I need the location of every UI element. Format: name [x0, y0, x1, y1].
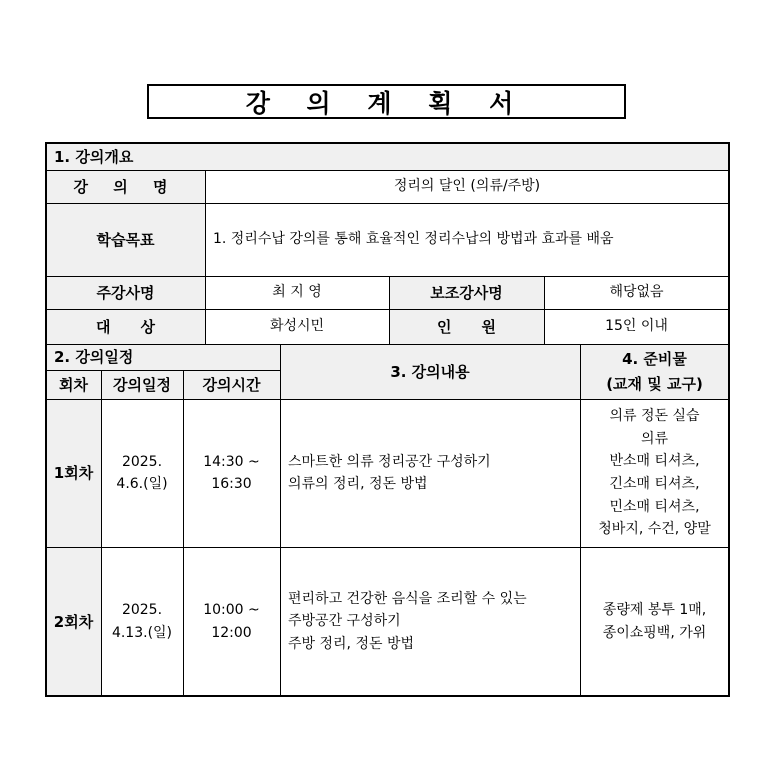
session-2-content-line1: 편리하고 건강한 음식을 조리할 수 있는 — [288, 590, 527, 607]
table-border-top — [46, 142, 729, 144]
session-2-date-day: 4.13.(일) — [111, 624, 173, 641]
schedule-section-label: 2. 강의일정 — [54, 348, 134, 366]
session-1-material-item: 반소매 티셔츠, — [609, 453, 700, 470]
session-1-time-end: 16:30 — [211, 476, 252, 492]
overview-section-label: 1. 강의개요 — [54, 147, 134, 166]
session-1-date-day: 4.6.(일) — [116, 476, 168, 492]
table-rule — [580, 344, 581, 696]
table-rule — [280, 344, 281, 696]
table-border-bottom — [46, 695, 730, 697]
objective-value: 1. 정리수납 강의를 통해 효율적인 정리수납의 방법과 효과를 배움 — [213, 231, 614, 248]
session-2-content — [280, 547, 580, 696]
main-instructor-value: 최 지 영 — [272, 284, 322, 301]
session-1-materials — [580, 399, 729, 547]
table-rule — [46, 170, 729, 171]
session-1-material-item: 의류 정돈 실습 — [609, 407, 700, 424]
session-1-time-start: 14:30 ~ — [203, 453, 260, 470]
table-rule — [183, 370, 184, 696]
session-2-date — [101, 547, 183, 696]
course-name-value: 정리의 달인 (의류/주방) — [393, 178, 541, 195]
table-rule — [389, 276, 390, 344]
session-1-material-item: 청바지, 수건, 양말 — [598, 521, 711, 538]
table-rule — [46, 399, 729, 400]
date-column-header: 강의일정 — [113, 375, 171, 394]
course-name-label: 강 의 명 — [73, 177, 178, 196]
document-title: 강 의 계 획 서 — [147, 84, 626, 119]
table-border-left — [45, 142, 47, 697]
assistant-instructor-label: 보조강사명 — [430, 283, 503, 302]
materials-label-line2: (교재 및 교구) — [606, 374, 703, 393]
materials-section-label — [580, 344, 729, 399]
session-1-content-line1: 스마트한 의류 정리공간 구성하기 — [288, 453, 491, 470]
session-1-material-item: 긴소매 티셔츠, — [609, 476, 700, 492]
session-1-content — [280, 399, 580, 547]
session-1-time — [183, 399, 280, 547]
session-column-header: 회차 — [59, 375, 88, 394]
time-column-header: 강의시간 — [202, 375, 261, 394]
session-1-date — [101, 399, 183, 547]
content-section-label: 3. 강의내용 — [390, 362, 470, 381]
session-2-time-start: 10:00 ~ — [203, 602, 260, 619]
table-rule — [46, 344, 729, 345]
headcount-value: 15인 이내 — [605, 318, 668, 335]
session-2-content-line3: 주방 정리, 정돈 방법 — [288, 635, 414, 652]
session-1-date-year: 2025. — [121, 453, 163, 470]
table-rule — [205, 170, 206, 344]
table-rule — [101, 370, 102, 696]
session-2-material-item: 종이쇼핑백, 가위 — [602, 624, 707, 641]
session-1-material-item: 의류 — [640, 430, 669, 447]
session-2-label: 2회차 — [53, 612, 94, 631]
session-2-materials — [580, 547, 729, 696]
session-2-content-line2: 주방공간 구성하기 — [288, 613, 401, 630]
session-2-time — [183, 547, 280, 696]
session-2-time-end: 12:00 — [211, 624, 252, 641]
table-rule — [46, 547, 729, 548]
table-rule — [46, 203, 729, 204]
table-border-right — [728, 142, 730, 697]
objective-label: 학습목표 — [96, 230, 155, 249]
session-1-content-line2: 의류의 정리, 정돈 방법 — [288, 476, 428, 492]
table-rule — [46, 370, 280, 371]
assistant-instructor-value: 해당없음 — [609, 284, 664, 301]
session-2-date-year: 2025. — [121, 602, 163, 619]
session-1-label: 1회차 — [53, 464, 94, 482]
headcount-label: 인 원 — [437, 317, 496, 336]
table-rule — [544, 276, 545, 344]
materials-label-line1: 4. 준비물 — [622, 349, 687, 368]
target-label: 대 상 — [96, 317, 155, 336]
table-rule — [46, 276, 729, 277]
target-value: 화성시민 — [269, 318, 325, 335]
table-rule — [46, 309, 729, 310]
session-2-material-item: 종량제 봉투 1매, — [602, 602, 707, 619]
main-instructor-label: 주강사명 — [96, 283, 155, 302]
session-1-material-item: 민소매 티셔츠, — [609, 498, 700, 515]
